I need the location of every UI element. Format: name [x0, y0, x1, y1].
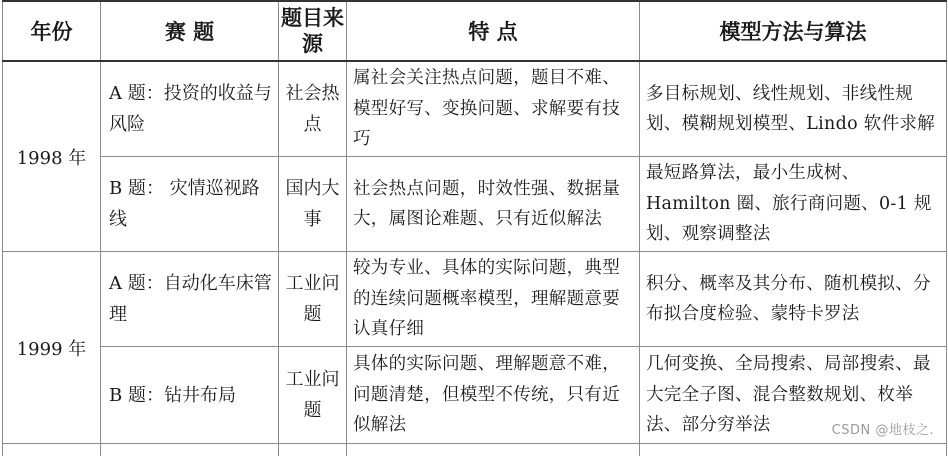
- method-cell: 最短路算法，最小生成树、Hamilton 圈、旅行商问题、0-1 规划、观察调整法: [640, 157, 947, 252]
- method-cell: 积分、概率及其分布、随机模拟、分布拟合度检验、蒙特卡罗法: [640, 252, 947, 347]
- topic-cell: A 题：投资的收益与风险: [101, 61, 279, 157]
- header-source: 题目来源: [279, 1, 347, 61]
- table-row: [3, 61, 947, 157]
- watermark: CSDN @地枝之.: [832, 419, 934, 438]
- year-cell: 1999 年: [3, 252, 101, 444]
- source-cell: 国内大事: [279, 157, 347, 252]
- header-method: 模型方法与算法: [640, 1, 947, 61]
- feature-cell: 具体的实际问题、理解题意不难，问题清楚，但模型不传统，只有近似解法: [347, 347, 640, 444]
- header-feature: 特 点: [347, 1, 640, 61]
- empty-cell: [3, 444, 101, 456]
- empty-cell: [640, 444, 947, 456]
- source-cell: 工业问题: [279, 347, 347, 444]
- empty-cell: [101, 444, 279, 456]
- source-cell: 社会热点: [279, 61, 347, 157]
- method-cell: 几何变换、全局搜索、局部搜索、最大完全子图、混合整数规划、枚举法、部分穷举法: [640, 347, 947, 444]
- feature-cell: 社会热点问题，时效性强、数据量大，属图论难题、只有近似解法: [347, 157, 640, 252]
- empty-cell: [347, 444, 640, 456]
- feature-cell: 属社会关注热点问题，题目不难、模型好写、变换问题、求解要有技巧: [347, 61, 640, 157]
- topic-cell: A 题：自动化车床管理: [101, 252, 279, 347]
- topic-cell: B 题： 灾情巡视路线: [101, 157, 279, 252]
- header-year: 年份: [3, 1, 101, 61]
- table-row: [3, 444, 947, 456]
- topic-cell: B 题：钻井布局: [101, 347, 279, 444]
- empty-cell: [279, 444, 347, 456]
- table-header-row: [3, 1, 947, 61]
- feature-cell: 较为专业、具体的实际问题，典型的连续问题概率模型，理解题意要认真仔细: [347, 252, 640, 347]
- contest-table: [2, 0, 947, 456]
- table-row: [3, 347, 947, 444]
- source-cell: 工业问题: [279, 252, 347, 347]
- method-cell: 多目标规划、线性规划、非线性规划、模糊规划模型、Lindo 软件求解: [640, 61, 947, 157]
- year-cell: 1998 年: [3, 61, 101, 252]
- table-row: [3, 252, 947, 347]
- header-topic: 赛 题: [101, 1, 279, 61]
- table-row: [3, 157, 947, 252]
